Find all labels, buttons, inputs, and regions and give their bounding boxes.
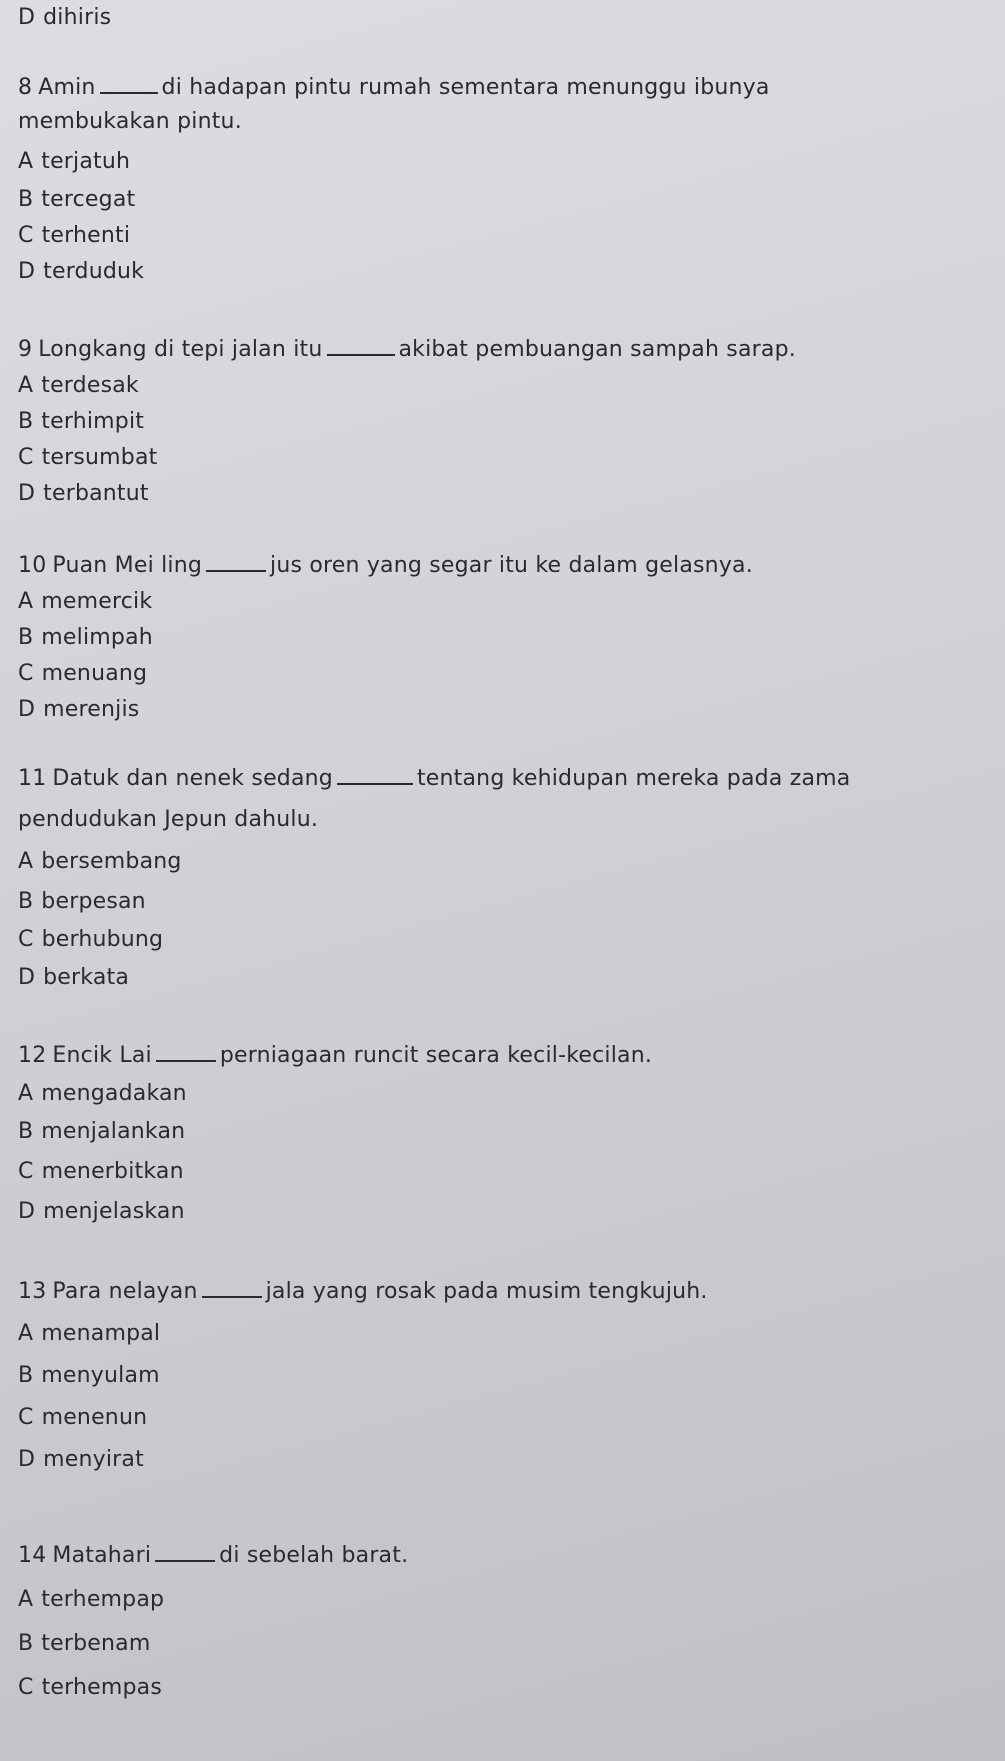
question-stem xyxy=(18,1278,708,1306)
option-text: merenjis xyxy=(43,697,140,722)
stem-after: di hadapan pintu rumah sementara menunggu ibunya xyxy=(161,75,770,100)
question-stem xyxy=(18,552,753,580)
option-letter: D xyxy=(18,1447,36,1472)
option-letter: A xyxy=(18,1321,34,1346)
option-letter: D xyxy=(18,697,36,722)
option-text: tersumbat xyxy=(41,445,158,470)
option-letter: C xyxy=(18,1675,34,1700)
option-text: menyirat xyxy=(43,1447,144,1472)
option xyxy=(18,1080,187,1108)
option xyxy=(18,480,149,508)
option-letter: A xyxy=(18,849,34,874)
option-letter: D xyxy=(18,1199,36,1224)
option xyxy=(18,148,130,176)
answer-blank xyxy=(206,552,266,572)
option xyxy=(18,888,146,916)
option-text: terdesak xyxy=(41,373,139,398)
stem-before: Encik Lai xyxy=(52,1043,152,1068)
option xyxy=(18,372,139,400)
option xyxy=(18,926,163,954)
option xyxy=(18,408,144,436)
option-letter: A xyxy=(18,1587,34,1612)
question-stem xyxy=(18,1042,652,1070)
option-letter: C xyxy=(18,927,34,952)
option xyxy=(18,1404,147,1432)
option-letter: A xyxy=(18,1081,34,1106)
stem-after: akibat pembuangan sampah sarap. xyxy=(398,337,796,362)
option-text: melimpah xyxy=(41,625,153,650)
answer-blank xyxy=(155,1542,215,1562)
question-stem xyxy=(18,74,770,102)
option-letter: C xyxy=(18,445,34,470)
answer-blank xyxy=(327,336,395,356)
stem-before: Amin xyxy=(38,75,96,100)
question-number: 8 xyxy=(18,75,33,100)
option xyxy=(18,1446,144,1474)
option-letter: A xyxy=(18,373,34,398)
option xyxy=(18,964,129,992)
option-text: terbantut xyxy=(43,481,149,506)
option-letter: C xyxy=(18,1159,34,1184)
option-letter: A xyxy=(18,589,34,614)
option xyxy=(18,1158,184,1186)
stem-before: Puan Mei ling xyxy=(52,553,203,578)
option-letter: B xyxy=(18,187,34,212)
option xyxy=(18,222,130,250)
option-text: terhenti xyxy=(41,223,131,248)
option-letter: D xyxy=(18,5,36,30)
option-letter: D xyxy=(18,481,36,506)
option xyxy=(18,848,182,876)
stem-after: tentang kehidupan mereka pada zama xyxy=(416,766,851,791)
option-letter: B xyxy=(18,1119,34,1144)
question-number: 13 xyxy=(18,1279,47,1304)
stem-after: jala yang rosak pada musim tengkujuh. xyxy=(265,1279,708,1304)
option-text: menerbitkan xyxy=(41,1159,184,1184)
question-number: 14 xyxy=(18,1543,47,1568)
option xyxy=(18,1362,160,1390)
option-letter: D xyxy=(18,965,36,990)
option-letter: D xyxy=(18,259,36,284)
stem-after: jus oren yang segar itu ke dalam gelasnya. xyxy=(270,553,753,578)
answer-blank xyxy=(100,74,158,94)
option-letter: C xyxy=(18,661,34,686)
option xyxy=(18,1118,185,1146)
option xyxy=(18,660,147,688)
stem-before: Datuk dan nenek sedang xyxy=(52,766,333,791)
option-text: terjatuh xyxy=(41,149,131,174)
option-letter: B xyxy=(18,409,34,434)
option xyxy=(18,1198,185,1226)
option-text: menenun xyxy=(41,1405,148,1430)
option-text: menjelaskan xyxy=(43,1199,185,1224)
option-letter: A xyxy=(18,149,34,174)
option xyxy=(18,186,135,214)
option-letter: B xyxy=(18,1363,34,1388)
option xyxy=(18,1674,162,1702)
option-text: terhimpit xyxy=(41,409,145,434)
question-number: 11 xyxy=(18,766,47,791)
option-text: terhempap xyxy=(41,1587,165,1612)
stem-before: Matahari xyxy=(52,1543,152,1568)
answer-blank xyxy=(156,1042,216,1062)
stem-after: di sebelah barat. xyxy=(219,1543,409,1568)
stem-before: Para nelayan xyxy=(52,1279,198,1304)
option-text: berhubung xyxy=(41,927,164,952)
question-stem xyxy=(18,1542,408,1570)
answer-blank xyxy=(337,765,413,785)
option-text: bersembang xyxy=(41,849,182,874)
option-text: memercik xyxy=(41,589,153,614)
option-text: tercegat xyxy=(41,187,136,212)
option xyxy=(18,624,153,652)
question-number: 12 xyxy=(18,1043,47,1068)
option-letter: B xyxy=(18,1631,34,1656)
option-text: mengadakan xyxy=(41,1081,187,1106)
option xyxy=(18,1586,164,1614)
option-text: berpesan xyxy=(41,889,146,914)
question-number: 9 xyxy=(18,337,33,362)
question-continuation: membukakan pintu. xyxy=(18,109,242,134)
option-text: menampal xyxy=(41,1321,161,1346)
stem-before: Longkang di tepi jalan itu xyxy=(38,337,323,362)
question-number: 10 xyxy=(18,553,47,578)
answer-blank xyxy=(202,1278,262,1298)
option-letter: B xyxy=(18,889,34,914)
option-letter: B xyxy=(18,625,34,650)
question-continuation: pendudukan Jepun dahulu. xyxy=(18,807,319,832)
option xyxy=(18,588,152,616)
question-stem xyxy=(18,765,850,793)
option xyxy=(18,696,139,724)
option-letter: C xyxy=(18,223,34,248)
option-text: menjalankan xyxy=(41,1119,186,1144)
option-text: menuang xyxy=(41,661,148,686)
option-letter: C xyxy=(18,1405,34,1430)
option-text: terhempas xyxy=(41,1675,162,1700)
option-text: berkata xyxy=(43,965,130,990)
option xyxy=(18,1320,160,1348)
option-text: terduduk xyxy=(43,259,145,284)
option xyxy=(18,258,144,286)
option-text: menyulam xyxy=(41,1363,160,1388)
option xyxy=(18,1630,150,1658)
option xyxy=(18,444,157,472)
option-fragment xyxy=(18,4,111,32)
question-stem xyxy=(18,336,796,364)
stem-after: perniagaan runcit secara kecil-kecilan. xyxy=(219,1043,653,1068)
option-text: dihiris xyxy=(43,5,112,30)
option-text: terbenam xyxy=(41,1631,151,1656)
